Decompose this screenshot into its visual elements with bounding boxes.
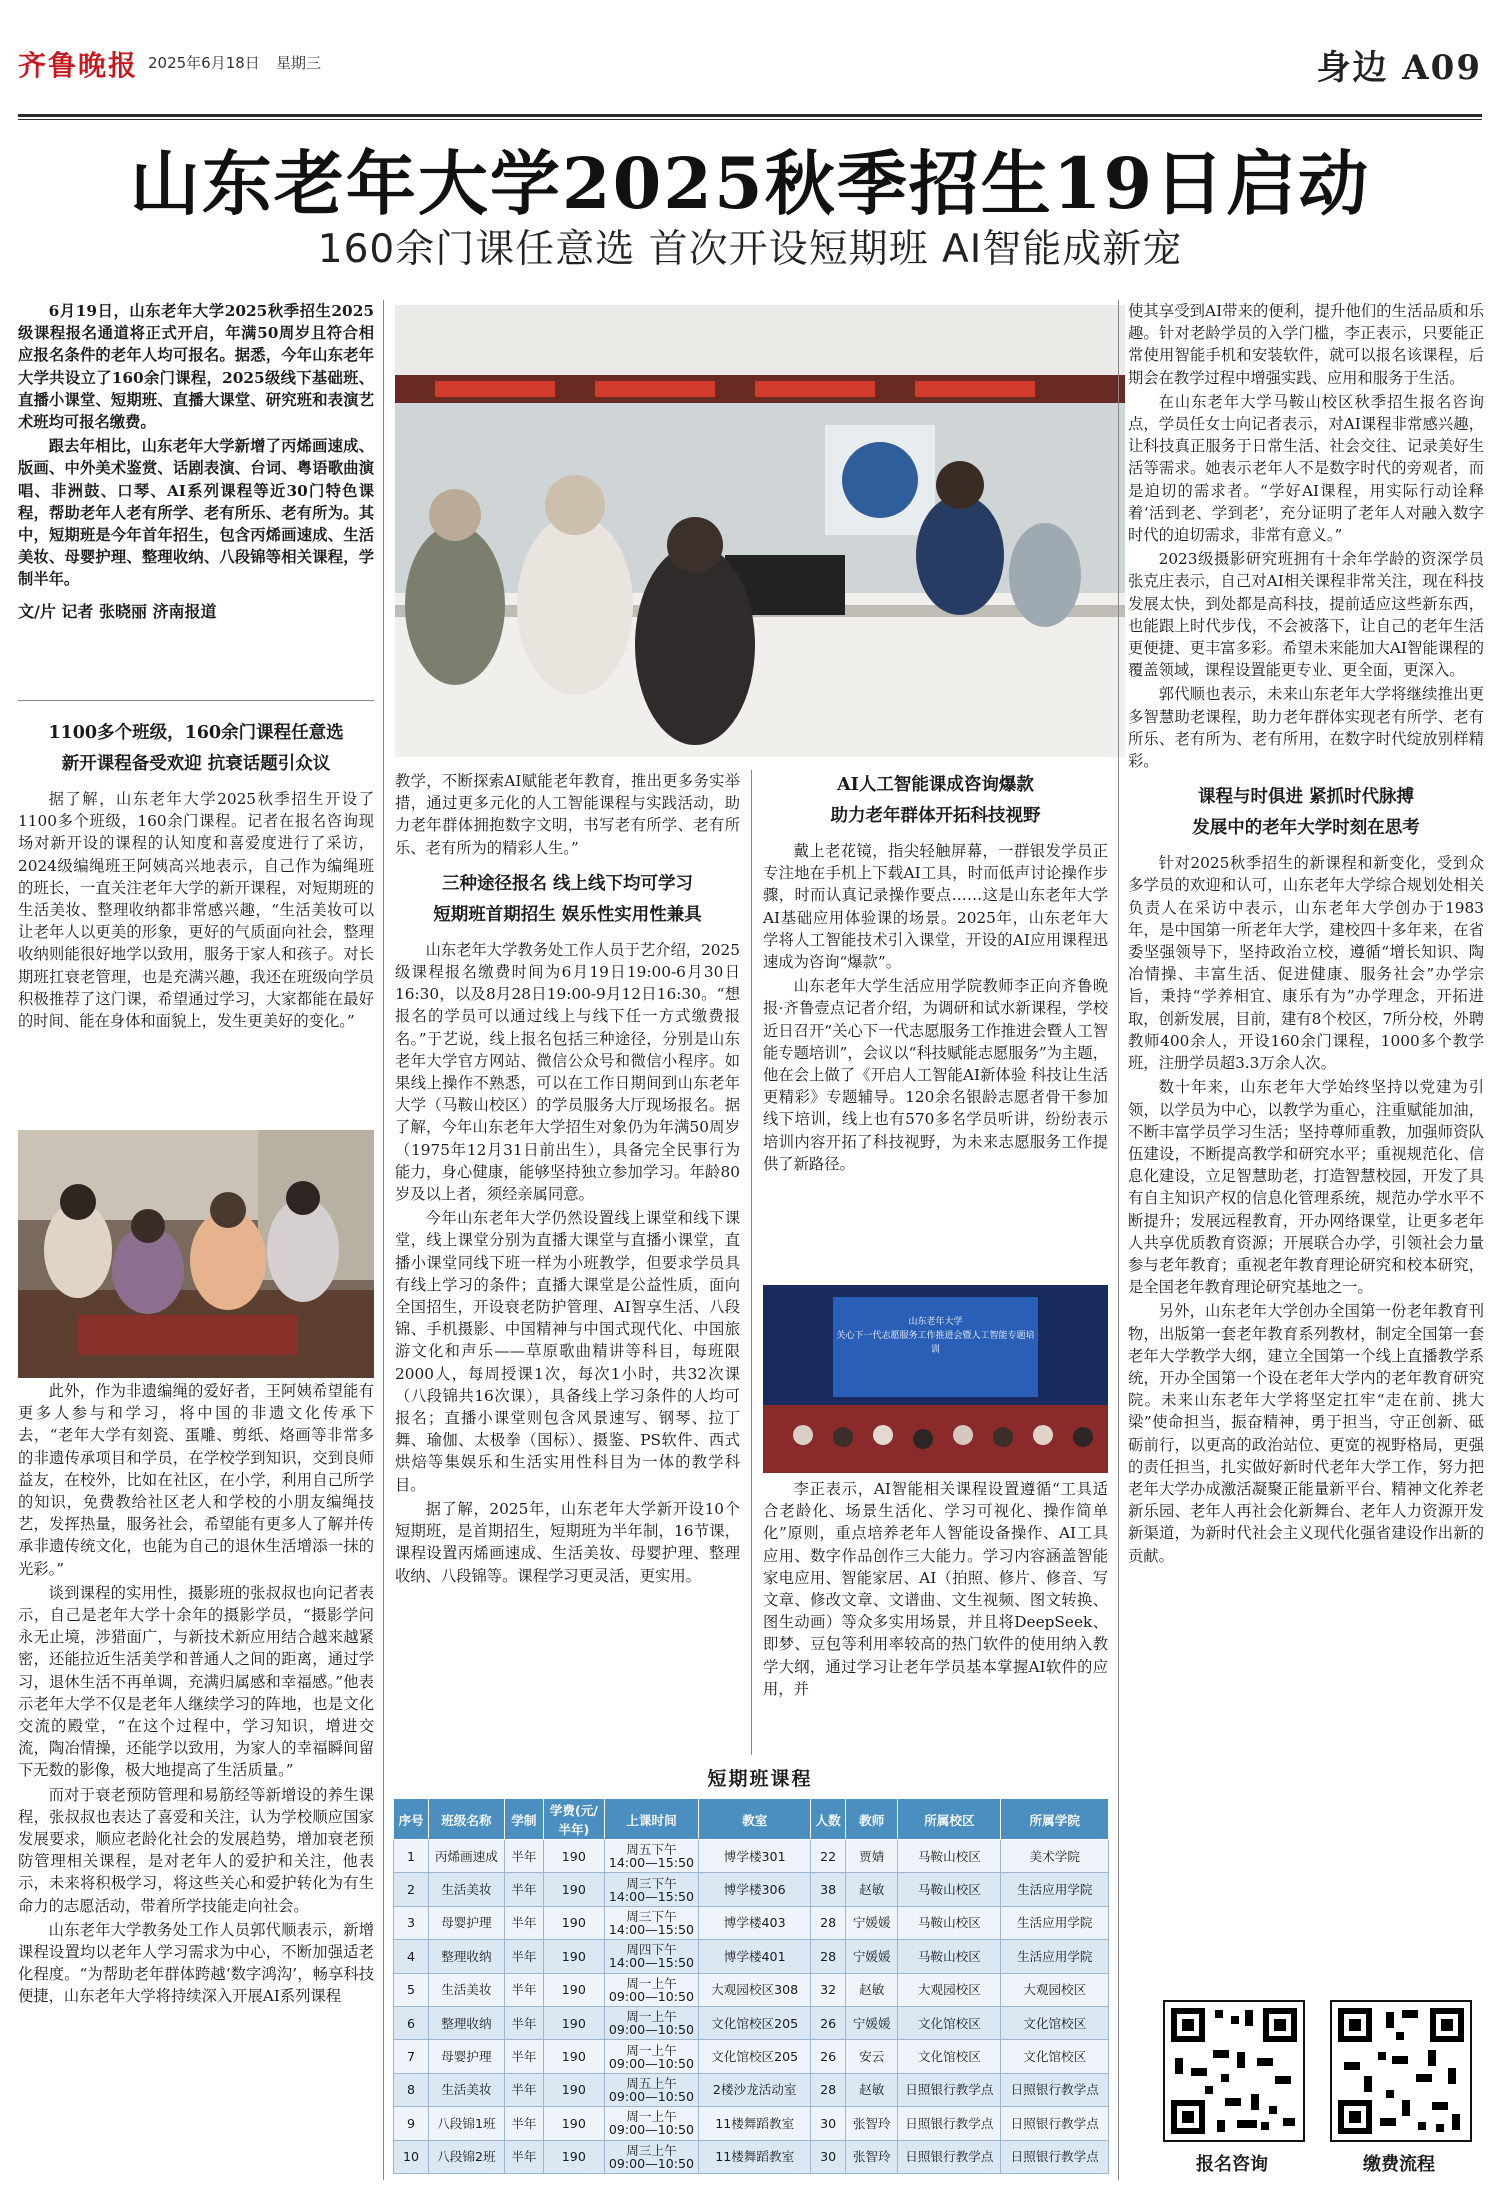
table-cell: 周四下午 14:00—15:50 [604, 1940, 699, 1973]
table-cell: 马鞍山校区 [898, 1940, 1001, 1973]
qr-pattern-icon [1332, 2002, 1470, 2140]
screen-caption: 山东老年大学 关心下一代志愿服务工作推进会暨人工智能专题培训 [836, 1317, 1035, 1355]
table-cell: 周一上午 09:00—10:50 [604, 1973, 699, 2006]
table-cell: 半年 [504, 1973, 543, 2006]
issue-weekday: 星期三 [276, 54, 322, 72]
table-row [394, 1906, 1109, 1939]
lead-paragraph: 跟去年相比，山东老年大学新增了丙烯画速成、版画、中外美术鉴赏、话剧表演、台词、粤语歌曲演唱、非洲鼓、口琴、AI系列课程等近30门特色课程，帮助老年人老有所学、老有所乐、老有所为。其中，短期班是今年首年招生，包含丙烯画速成、生活美妆、母婴护理、整理收纳、八段锦等相关课程，学制半年。 [18, 437, 374, 589]
table-row [394, 1840, 1109, 1873]
table-cell: 28 [811, 2073, 846, 2106]
table-header-cell: 所属校区 [898, 1799, 1001, 1840]
table-row [394, 1973, 1109, 2006]
table-cell: 190 [544, 1906, 605, 1939]
table-cell: 博学楼403 [699, 1906, 811, 1939]
table-header-row [394, 1799, 1109, 1840]
table-row [394, 2073, 1109, 2106]
body-paragraph: 另外，山东老年大学创办全国第一份老年教育刊物，出版第一套老年教育系列教材，制定全国第一套老年大学教学大纲，建立全国第一个线上直播教学系统，开办全国第一个设在老年大学内的老年教育研究院。未来山东老年大学将坚定扛牢“走在前、挑大梁”使命担当，振奋精神，勇于担当，守正创新、砥砺前行，以更高的政治站位、更宽的视野格局，更强的责任担当，扎实做好新时代老年大学工作，努力把老年大学办成激活凝聚正能量新平台、精神文化养老新乐园、老年人再社会化新舞台、老年人力资源开发新渠道，为新时代社会主义现代化强省建设作出新的贡献。 [1128, 1302, 1484, 1565]
table-header-cell: 班级名称 [429, 1799, 505, 1840]
table-cell: 190 [544, 2040, 605, 2073]
table-cell: 26 [811, 2040, 846, 2073]
headline: 山东老年大学2025秋季招生19日启动 [129, 142, 1371, 225]
photo-registration-hall [395, 305, 1125, 757]
table-cell: 26 [811, 2006, 846, 2039]
issue-date: 2025年6月18日 [148, 54, 260, 72]
table-cell: 生活美妆 [429, 1873, 505, 1906]
table-cell: 半年 [504, 2073, 543, 2106]
table-cell: 周三下午 14:00—15:50 [604, 1873, 699, 1906]
column-rule [1118, 300, 1119, 2180]
table-cell: 博学楼401 [699, 1940, 811, 1973]
newspaper-brand: 齐鲁晚报 [18, 49, 139, 82]
body-paragraph: 山东老年大学生活应用学院教师李正向齐鲁晚报·齐鲁壹点记者介绍，为调研和试水新课程，学校近日召开“关心下一代志愿服务工作推进会暨人工智能专题培训”，会议以“科技赋能志愿服务”为主题，他在会上做了《开启人工智能AI新体验 科技让生活更精彩》专题辅导。120余名银龄志愿者骨干参加线下培训，线上也有570多名学员听讲，纷纷表示培训内容开拓了科技视野，为未来志愿服务工作提供了新路径。 [763, 977, 1108, 1173]
body-paragraph: 山东老年大学教务处工作人员郭代顺表示，新增课程设置均以老年人学习需求为中心，不断加强适老化程度。“为帮助老年群体跨越‘数字鸿沟’，畅享科技便捷，山东老年大学将持续深入开展AI系列课程 [18, 1920, 374, 2006]
body-paragraph: 2023级摄影研究班拥有十余年学龄的资深学员张克庄表示，自己对AI相关课程非常关注，现在科技发展太快，到处都是高科技，提前适应这些新东西，也能跟上时代步伐，不会被落下，让自己的老年生活更便捷、更丰富多彩。希望未来能加大AI智能课程的覆盖领域，课程设置能更专业、更全面，更深入。 [1128, 550, 1484, 680]
table-cell: 整理收纳 [429, 2006, 505, 2039]
header-rule [18, 114, 1482, 117]
qr-code-payment[interactable] [1330, 2000, 1472, 2142]
table-title: 短期班课程 [707, 1768, 813, 1790]
table-cell: 文化馆校区 [898, 2006, 1001, 2039]
column-rule [383, 300, 384, 2180]
table-cell: 日照银行教学点 [1001, 2073, 1109, 2106]
table-cell: 博学楼306 [699, 1873, 811, 1906]
table-cell: 190 [544, 2073, 605, 2106]
table-cell: 日照银行教学点 [1001, 2140, 1109, 2173]
qr-pattern-icon [1165, 2002, 1303, 2140]
table-cell: 周一上午 09:00—10:50 [604, 2107, 699, 2140]
table-cell: 文化馆校区 [1001, 2006, 1109, 2039]
body-paragraph: 李正表示，AI智能相关课程设置遵循“工具适合老龄化、场景生活化、学习可视化、操作简单化”原则，重点培养老年人智能设备操作、AI工具应用、数字作品创作三大能力。学习内容涵盖智能家电应用、智能家居、AI（拍照、修片、修音、写文章、修改文章、文谱曲、文生视频、图文转换、图生动画）等众多实用场景，并且将DeepSeek、即梦、豆包等利用率较高的热门软件的使用纳入教学大纲，通过学习让老年学员基本掌握AI软件的应用，并 [763, 1480, 1108, 1698]
table-cell: 周五下午 14:00—15:50 [604, 1840, 699, 1873]
table-cell: 半年 [504, 2140, 543, 2173]
table-cell: 生活美妆 [429, 1973, 505, 2006]
subheadline: 160余门课任意选 首次开设短期班 AI智能成新宠 [317, 227, 1183, 272]
table-cell: 马鞍山校区 [898, 1840, 1001, 1873]
body-paragraph: 数十年来，山东老年大学始终坚持以党建为引领，以学员为中心，以教学为重心，注重赋能加油，不断丰富学员学习生活；坚持尊师重教，加强师资队伍建设，不断提高教学和研究水平；重视规范化、信息化建设，立足智慧助老，打造智慧校园，开发了具有自主知识产权的信息化管理系统，规范办学水平不断提升；发展远程教育，开办网络课堂，让更多老年人共享优质教育资源；开展联合办学，引领社会力量参与老年教育；重视老年教育理论研究和校本研究，是全国老年教育理论研究基地之一。 [1128, 1078, 1484, 1297]
body-paragraph: 此外，作为非遗编绳的爱好者，王阿姨希望能有更多人参与和学习，将中国的非遗文化传承下去，“老年大学有刻瓷、蛋雕、剪纸、烙画等非常多的非遗传承项目和学员，在学校学到知识，交到良师益友，在校外，比如在社区，在小学，利用自己所学的知识，免费教给社区老人和学校的小朋友编绳技艺，发挥热量，服务社会，希望能有更多人了解并传承非遗传统文化，也能为自己的退休生活增添一抹的光彩。” [18, 1382, 374, 1578]
section-heading: 1100多个班级，160余门课程任意选 新开课程备受欢迎 抗衰话题引众议 [48, 723, 344, 774]
table-cell: 3 [394, 1906, 429, 1939]
header-rule-thin [18, 119, 1482, 120]
photo-classroom-image [18, 1130, 374, 1378]
column-1-top [18, 718, 374, 1034]
body-paragraph: 郭代顺也表示，未来山东老年大学将继续推出更多智慧助老课程，助力老年群体实现老有所学、老有所乐、老有所为、老有所用，在数字时代绽放别样精彩。 [1128, 685, 1484, 771]
table-header-cell: 教师 [846, 1799, 898, 1840]
table-cell: 190 [544, 2140, 605, 2173]
table-cell: 马鞍山校区 [898, 1906, 1001, 1939]
table-cell: 大观园校区 [1001, 1973, 1109, 2006]
table-cell: 5 [394, 1973, 429, 2006]
table-cell: 日照银行教学点 [898, 2073, 1001, 2106]
lead-block [18, 300, 374, 623]
table-cell: 贾婧 [846, 1840, 898, 1873]
table-row [394, 2107, 1109, 2140]
table-cell: 周五上午 09:00—10:50 [604, 2073, 699, 2106]
table-cell: 赵敏 [846, 2073, 898, 2106]
table-cell: 马鞍山校区 [898, 1873, 1001, 1906]
table-cell: 190 [544, 1973, 605, 2006]
table-cell: 30 [811, 2140, 846, 2173]
column-3-bottom [763, 1478, 1108, 1702]
table-cell: 生活应用学院 [1001, 1940, 1109, 1973]
table-cell: 11楼舞蹈教室 [699, 2140, 811, 2173]
table-cell: 6 [394, 2006, 429, 2039]
table-cell: 整理收纳 [429, 1940, 505, 1973]
table-cell: 190 [544, 1873, 605, 1906]
body-paragraph: 教学，不断探索AI赋能老年教育，推出更多务实举措，通过更多元化的人工智能课程与实践活动，助力老年群体拥抱数字文明，书写老有所学、老有所乐、老有所为的精彩人生。” [395, 772, 740, 857]
table-row [394, 2140, 1109, 2173]
table-cell: 28 [811, 1906, 846, 1939]
body-paragraph: 据了解，2025年，山东老年大学新开设10个短期班，是首期招生，短期班为半年制，16节课，课程设置丙烯画速成、生活美妆、母婴护理、整理收纳、八段锦等。课程学习更灵活，更实用。 [395, 1499, 740, 1585]
table-cell: 生活应用学院 [1001, 1906, 1109, 1939]
body-paragraph: 在山东老年大学马鞍山校区秋季招生报名咨询点，学员任女士向记者表示，对AI课程非常感兴趣，让科技真正服务于日常生活、社会交往、记录美好生活等需求。她表示老年人不是数字时代的旁观者，而是迫切的需求者。“学好AI课程，用实际行动诠释着‘活到老、学到老’，充分证明了老年人对融入数字时代的迫切需求，非常有意义。” [1128, 392, 1484, 545]
photo-conference-image [763, 1285, 1108, 1473]
table-cell: 32 [811, 1973, 846, 2006]
table-cell: 安云 [846, 2040, 898, 2073]
table-cell: 半年 [504, 1873, 543, 1906]
table-cell: 4 [394, 1940, 429, 1973]
table-cell: 生活美妆 [429, 2073, 505, 2106]
table-header-cell: 所属学院 [1001, 1799, 1109, 1840]
table-cell: 半年 [504, 1906, 543, 1939]
table-cell: 22 [811, 1840, 846, 1873]
table-header-cell: 上课时间 [604, 1799, 699, 1840]
table-cell: 190 [544, 2006, 605, 2039]
table-header-cell: 序号 [394, 1799, 429, 1840]
table-cell: 大观园校区308 [699, 1973, 811, 2006]
table-cell: 母婴护理 [429, 1906, 505, 1939]
body-paragraph: 据了解，山东老年大学2025秋季招生开设了1100多个班级，160余门课程。记者在报名咨询现场对新开设的课程的认知度和喜爱度进行了采访，2024级编绳班王阿姨高兴地表示，自己作为编绳班的班长，一直关注老年大学的新开课程，对短期班的生活美妆、整理收纳都非常感兴趣，“生活美妆可以让老年人以更美的形象，更好的气质面向社会，整理收纳则能很好地学以致用，服务于家人和孩子。对长期班扛衰老管理，也是充满兴趣，我还在班级向学员积极推荐了这门课，希望通过学习，大家都能在最好的时间、能在身体和面貌上，发生更美好的变化。” [18, 790, 374, 1031]
table-cell: 11楼舞蹈教室 [699, 2107, 811, 2140]
table-cell: 半年 [504, 1840, 543, 1873]
table-cell: 周三下午 14:00—15:50 [604, 1906, 699, 1939]
table-cell: 宁媛媛 [846, 1940, 898, 1973]
table-cell: 8 [394, 2073, 429, 2106]
table-cell: 38 [811, 1873, 846, 1906]
column-2 [395, 770, 740, 1589]
table-cell: 9 [394, 2107, 429, 2140]
table-cell: 宁媛媛 [846, 1906, 898, 1939]
table-cell: 28 [811, 1940, 846, 1973]
table-cell: 生活应用学院 [1001, 1873, 1109, 1906]
section-heading: 课程与时俱进 紧抓时代脉搏 发展中的老年大学时刻在思考 [1192, 787, 1420, 839]
table-cell: 周三上午 09:00—10:50 [604, 2140, 699, 2173]
photo-registration-image [395, 305, 1125, 757]
table-cell: 周一上午 09:00—10:50 [604, 2040, 699, 2073]
table-cell: 八段锦2班 [429, 2140, 505, 2173]
body-paragraph: 戴上老花镜，指尖轻触屏幕，一群银发学员正专注地在手机上下载AI工具，时而低声讨论操作步骤，时而认真记录操作要点……这是山东老年大学AI基础应用体验课的场景。2025年，山东老年大学将人工智能技术引入课堂，开设的AI应用课程迅速成为咨询“爆款”。 [763, 842, 1108, 972]
table-cell: 190 [544, 2107, 605, 2140]
body-paragraph: 针对2025秋季招生的新课程和新变化，受到众多学员的欢迎和认可，山东老年大学综合规划处相关负责人在采访中表示，山东老年大学创办于1983年，是中国第一所老年大学，建校四十多年来，在省委坚强领导下，坚持政治立校，遵循“增长知识、陶冶情操、丰富生活、促进健康、服务社会”办学宗旨，秉持“学养相宜、康乐有为”办学理念，开拓进取，创新发展，目前，建有8个校区，7所分校，外聘教师400余人，开设160余门课程，1000多个教学班，注册学员超3.3万余人次。 [1128, 854, 1484, 1073]
table-cell: 丙烯画速成 [429, 1840, 505, 1873]
table-body [394, 1840, 1109, 2174]
table-cell: 文化馆校区 [1001, 2040, 1109, 2073]
table-cell: 日照银行教学点 [1001, 2107, 1109, 2140]
column-1-bottom [18, 1380, 374, 2010]
byline: 文/片 记者 张晓丽 济南报道 [18, 601, 217, 621]
table-cell: 半年 [504, 2040, 543, 2073]
table-row [394, 2040, 1109, 2073]
table-cell: 半年 [504, 2006, 543, 2039]
table-header-cell: 教室 [699, 1799, 811, 1840]
table-cell: 2楼沙龙活动室 [699, 2073, 811, 2106]
short-course-table [393, 1798, 1109, 2174]
table-cell: 赵敏 [846, 1973, 898, 2006]
table-cell: 190 [544, 1840, 605, 1873]
body-paragraph: 谈到课程的实用性，摄影班的张叔叔也向记者表示，自己是老年大学十余年的摄影学员，“摄影学问永无止境，涉猎面广，与新技术新应用结合越来越紧密，还能拉近生活美学和普通人之间的距离，通过学习，退休生活不再单调，充满归属感和幸福感。”他表示老年大学不仅是老年人继续学习的阵地，也是文化交流的殿堂，“在这个过程中，学习知识，增进交流，陶冶情操，还能学以致用，为家人的幸福瞬间留下无数的影像，极大地提高了生活质量。” [18, 1583, 374, 1780]
column-3-top [763, 770, 1108, 1177]
table-cell: 30 [811, 2107, 846, 2140]
table-cell: 八段锦1班 [429, 2107, 505, 2140]
table-cell: 张智玲 [846, 2107, 898, 2140]
table-cell: 半年 [504, 2107, 543, 2140]
table-cell: 文化馆校区205 [699, 2006, 811, 2039]
table-cell: 2 [394, 1873, 429, 1906]
table-row [394, 1873, 1109, 1906]
lead-paragraph: 6月19日，山东老年大学2025秋季招生2025级课程报名通道将正式开启，年满50周岁且符合相应报名条件的老年人均可报名。据悉，今年山东老年大学共设立了160余门课程，2025级线下基础班、直播小课堂、短期班、直播大课堂、研究班和表演艺术班均可报名缴费。 [18, 302, 374, 432]
table-header-cell: 学制 [504, 1799, 543, 1840]
table-header-cell: 人数 [811, 1799, 846, 1840]
masthead [18, 40, 1482, 86]
table-cell: 母婴护理 [429, 2040, 505, 2073]
body-paragraph: 山东老年大学教务处工作人员于艺介绍，2025级课程报名缴费时间为6月19日19:00-6月30日16:30，以及8月28日19:00-9月12日16:30。“想报名的学员可以通过线上与线下任一方式缴费报名。”于艺说，线上报名包括三种途径，分别是山东老年大学官方网站、微信公众号和微信小程序。如果线上操作不熟悉，可以在工作日期间到山东老年大学（马鞍山校区）的学员服务大厅现场报名。据了解，今年山东老年大学招生对象仍为年满50周岁（1975年12月31日前出生），具备完全民事行为能力，身心健康，能够坚持独立参加学习。年龄80岁及以上者，须经亲属同意。 [395, 940, 740, 1204]
qr-code-registration[interactable] [1163, 2000, 1305, 2142]
qr-label-registration: 报名咨询 [1196, 2154, 1268, 2175]
table-cell: 宁媛媛 [846, 2006, 898, 2039]
column-4 [1128, 300, 1484, 1569]
table-cell: 日照银行教学点 [898, 2107, 1001, 2140]
table-cell: 日照银行教学点 [898, 2140, 1001, 2173]
table-cell: 大观园校区 [898, 1973, 1001, 2006]
table-cell: 张智玲 [846, 2140, 898, 2173]
section-page: 身边 A09 [1316, 48, 1482, 88]
table-cell: 周一上午 09:00—10:50 [604, 2006, 699, 2039]
table-cell: 文化馆校区205 [699, 2040, 811, 2073]
table-cell: 美术学院 [1001, 1840, 1109, 1873]
body-paragraph: 而对于衰老预防管理和易筋经等新增设的养生课程，张叔叔也表达了喜爱和关注，认为学校顺应国家发展要求，顺应老龄化社会的发展趋势，增加衰老预防管理相关课程，是对老年人的爱护和关注，他表示，未来将积极学习，将这些关心和爱护转化为有生命力的志愿活动，带着所学技能走向社会。 [18, 1785, 374, 1915]
table-row [394, 2006, 1109, 2039]
section-heading: AI人工智能课成咨询爆款 助力老年群体开拓科技视野 [830, 775, 1041, 826]
lead-divider [18, 700, 374, 701]
table-row [394, 1940, 1109, 1973]
table-cell: 7 [394, 2040, 429, 2073]
body-paragraph: 今年山东老年大学仍然设置线上课堂和线下课堂，线上课堂分别为直播大课堂与直播小课堂，直播小课堂同线下班一样为小班教学，但要求学员具有线上学习的条件；直播大课堂是公益性质，面向全国招生，开设衰老防护管理、AI智享生活、八段锦、手机摄影、中国精神与中国式现代化、中国旅游文化和声乐——草原歌曲精讲等科目，每班限2000人，每周授课1次，每次1小时，共32次课（八段锦共16次课），具备线上学习条件的人均可报名；直播小课堂则包含风景速写、钢琴、拉丁舞、瑜伽、太极拳（国标）、摄鉴、PS软件、西式烘焙等集娱乐和生活实用性科目为一体的教学科目。 [395, 1209, 740, 1494]
table-cell: 半年 [504, 1940, 543, 1973]
body-paragraph: 使其享受到AI带来的便利，提升他们的生活品质和乐趣。针对老龄学员的入学门槛，李正表示，只要能正常使用智能手机和安装软件，就可以报名该课程，后期会在教学过程中增强实践、应用和服务于生活。 [1128, 302, 1484, 387]
qr-label-payment: 缴费流程 [1363, 2154, 1435, 2175]
column-rule [751, 770, 752, 1755]
table-header-cell: 学费(元/半年) [544, 1799, 605, 1840]
table-cell: 博学楼301 [699, 1840, 811, 1873]
table-cell: 10 [394, 2140, 429, 2173]
photo-training-conference [763, 1285, 1108, 1473]
table-cell: 1 [394, 1840, 429, 1873]
table-cell: 190 [544, 1940, 605, 1973]
table-cell: 文化馆校区 [898, 2040, 1001, 2073]
section-heading: 三种途径报名 线上线下均可学习 短期班首期招生 娱乐性实用性兼具 [433, 873, 702, 925]
photo-braiding-class [18, 1130, 374, 1378]
table-cell: 赵敏 [846, 1873, 898, 1906]
